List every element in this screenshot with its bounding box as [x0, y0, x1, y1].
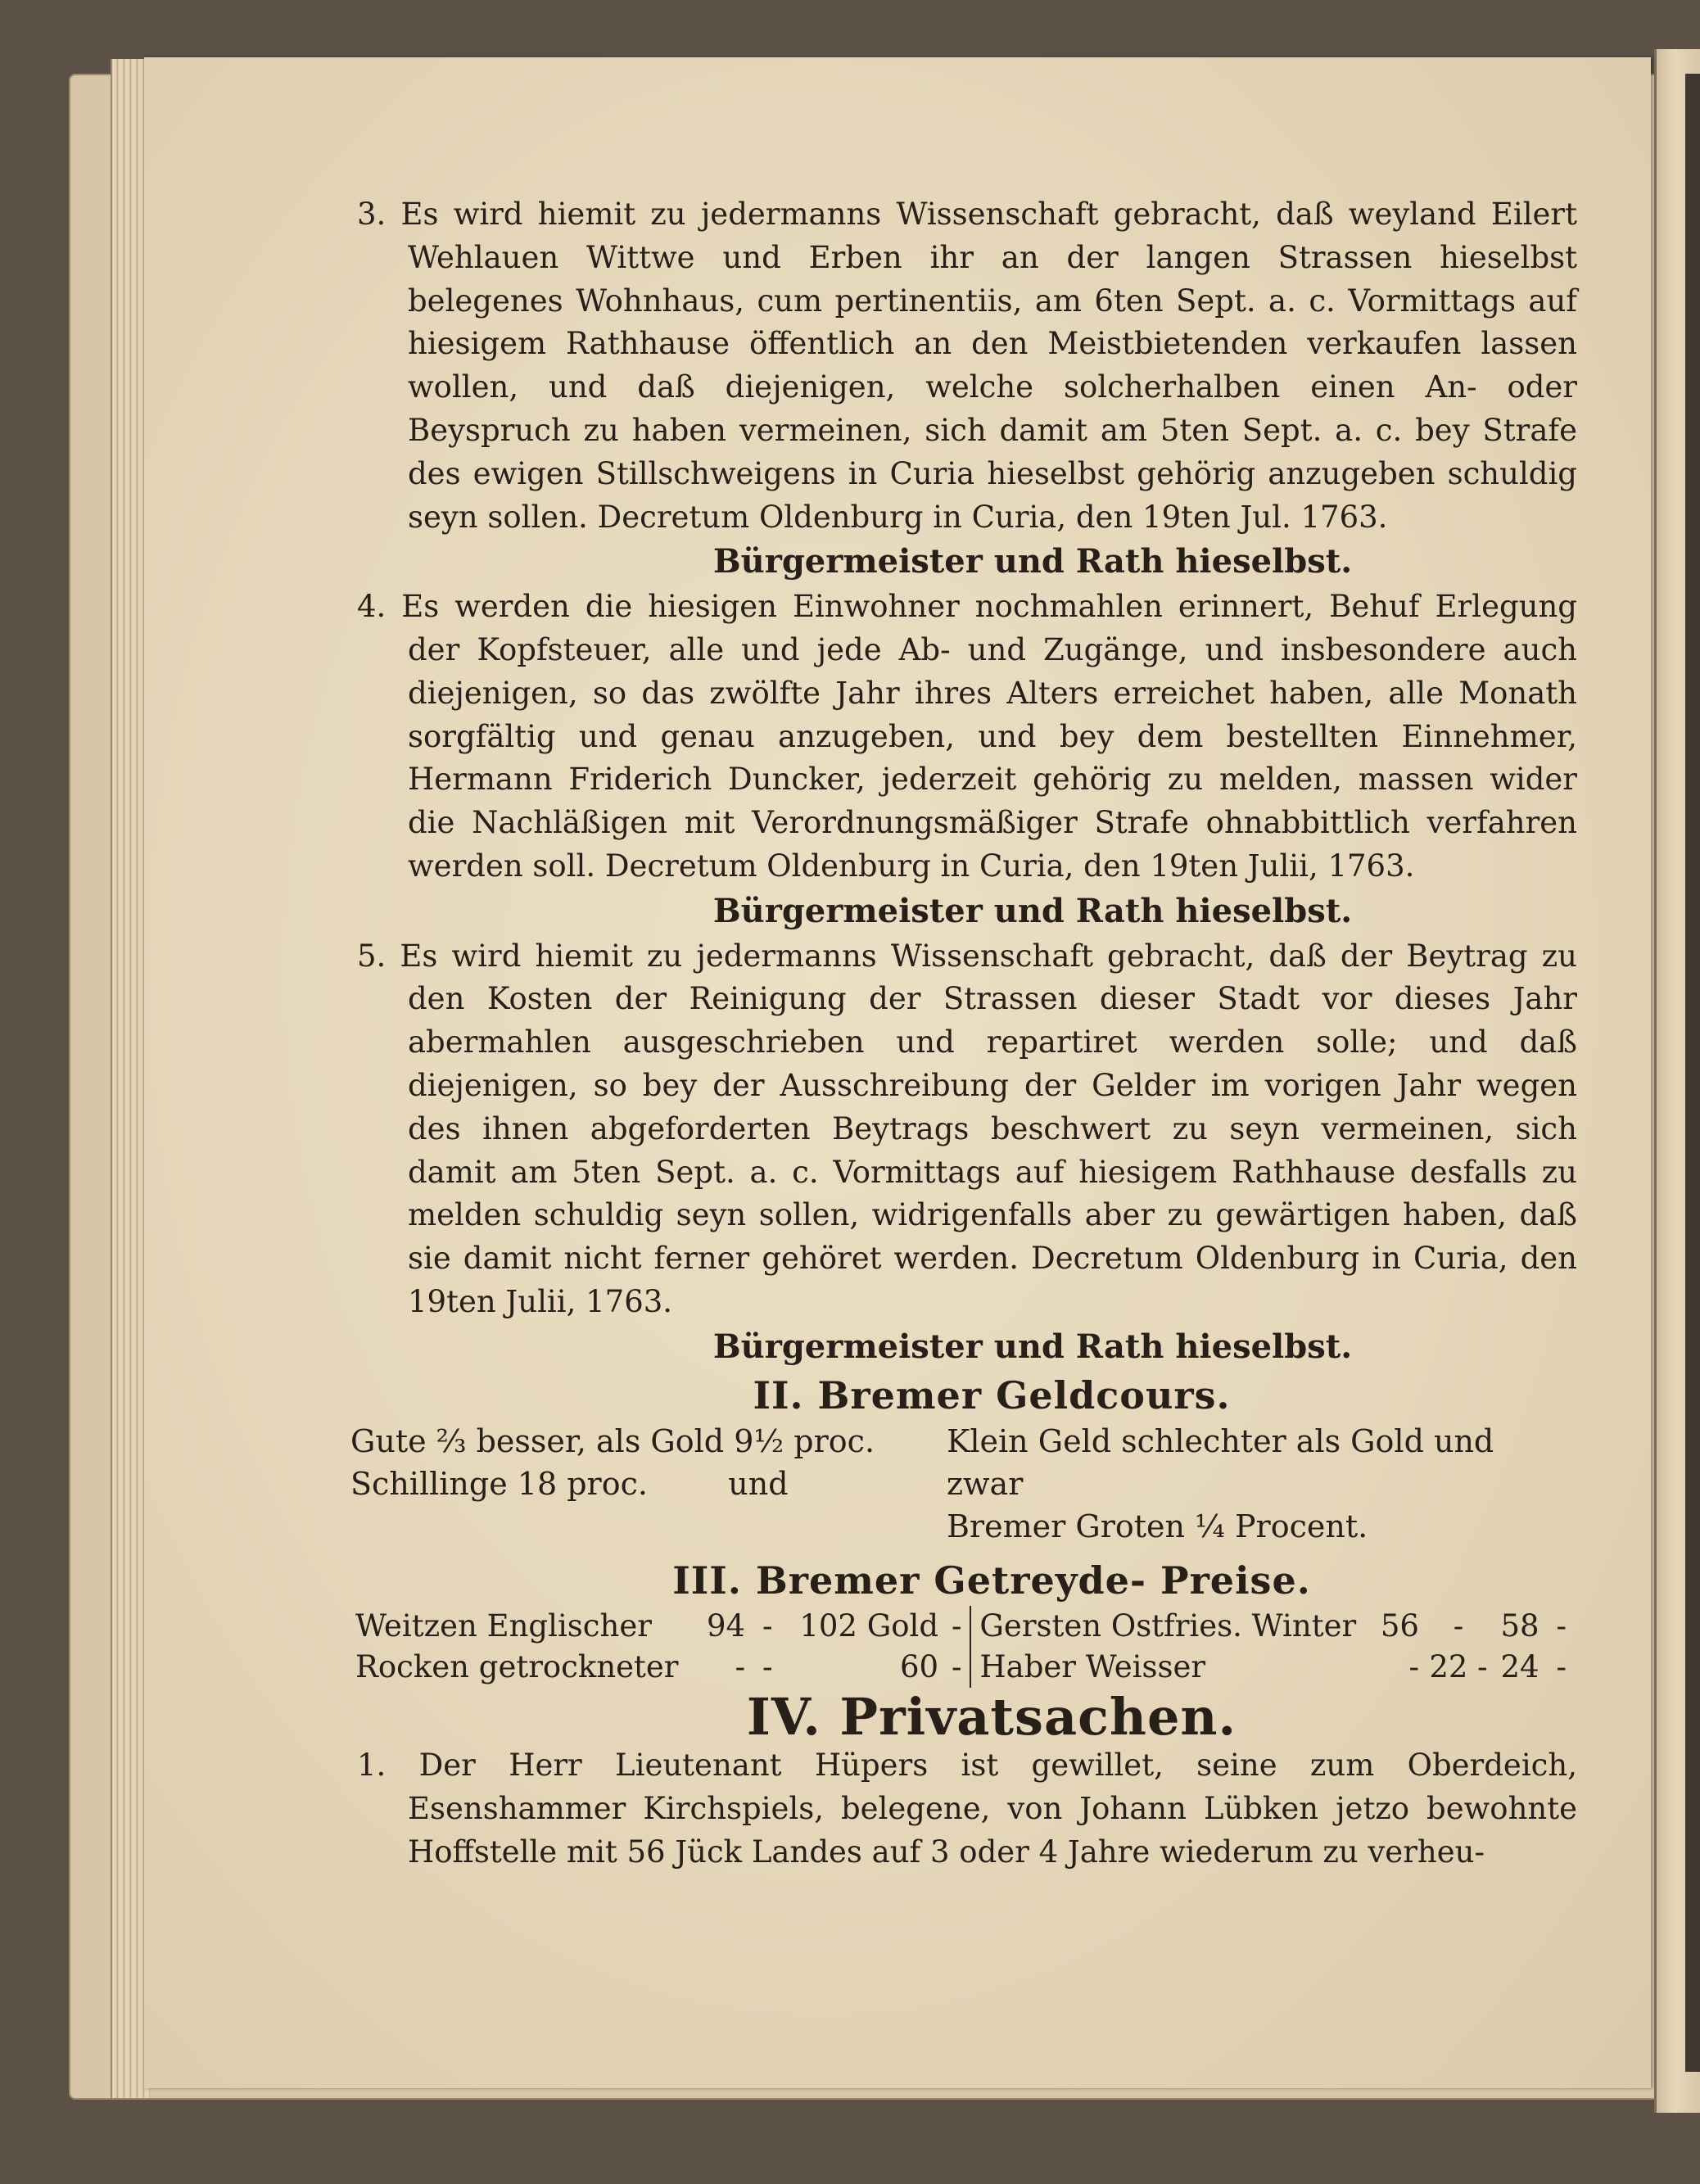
grain-dash: - — [1556, 1608, 1567, 1644]
grain-price: 24 — [1500, 1649, 1539, 1685]
page-content — [350, 193, 1577, 1874]
notice-text: Es werden die hiesigen Einwohner nochmahlen erinnert, Behuf Erlegung der Kopfsteuer, alle und jede Ab- und Zugänge, und insbesondere auch diejenigen, so das zwölfte Jahr ihres Alters erreichet haben, alle Monath sorgfältig und genau anzugeben, und bey dem bestellten Einnehmer, Hermann Friderich Duncker, jederzeit gehörig zu melden, massen wider die Nachläßigen mit Verordnungsmäßiger Strafe ohnabbittlich verfahren werden soll. Decretum Oldenburg in Curia, den 19ten Julii, 1763. — [401, 589, 1577, 884]
notice-signature: Bürgermeister und Rath hieselbst. — [712, 542, 1353, 581]
table-row — [350, 1647, 1579, 1688]
book-cover-edge — [1685, 74, 1700, 2072]
grain-dash: - — [951, 1608, 962, 1644]
grain-price: - — [1408, 1649, 1419, 1685]
notice-3 — [357, 193, 1577, 539]
grain-dash: - — [1453, 1608, 1464, 1644]
geldcours-right-line: Bremer Groten ¼ Procent. — [947, 1508, 1368, 1545]
notice-text: Der Herr Lieutenant Hüpers ist gewillet, seine zum Oberdeich, Esenshammer Kirchspiels, belegene, von Johann Lübken jetzo bewohnte Hoffstelle mit 56 Jück Landes auf 3 oder 4 Jahre wiederum zu verheu- — [408, 1747, 1577, 1870]
geldcours-left-line: Gute ⅔ besser, als Gold 9½ proc. — [350, 1423, 875, 1460]
section-title-privatsachen: IV. Privatsachen. — [746, 1687, 1237, 1748]
grain-name: Rocken getrockneter — [355, 1649, 679, 1685]
grain-name: Gersten Ostfries. Winter — [979, 1608, 1357, 1644]
notice-signature: Bürgermeister und Rath hieselbst. — [712, 1327, 1353, 1366]
grain-dash: - — [1556, 1649, 1567, 1685]
grain-name: Haber Weisser — [979, 1649, 1206, 1685]
table-row — [350, 1606, 1579, 1647]
notice-text: Es wird hiemit zu jedermanns Wissenschaft gebracht, daß der Beytrag zu den Kosten der Reinigung der Strassen dieser Stadt vor dieses Jahr abermahlen ausgeschrieben und repartiret werden solle; und daß diejenigen, so bey der Ausschreibung der Gelder im vorigen Jahr wegen des ihnen abgeforderten Beytrags beschwert zu seyn vermeinen, sich damit am 5ten Sept. a. c. Vormittags auf hiesigem Rathhause desfalls zu melden schuldig seyn sollen, widrigenfalls aber zu gewärtigen haben, daß sie damit nicht ferner gehöret werden. Decretum Oldenburg in Curia, den 19ten Julii, 1763. — [400, 938, 1577, 1319]
notice-number: 5. — [357, 938, 400, 974]
section-title-getreyde: III. Bremer Getreyde- Preise. — [672, 1558, 1311, 1603]
geldcours-left — [350, 1420, 940, 1548]
notice-4 — [357, 586, 1577, 889]
grain-price-table — [350, 1606, 1579, 1688]
grain-price: 58 — [1500, 1608, 1539, 1644]
grain-price: 60 — [899, 1649, 939, 1685]
section-title-geldcours: II. Bremer Geldcours. — [753, 1372, 1231, 1418]
grain-price: 56 — [1380, 1608, 1419, 1644]
grain-price: 102 Gold — [799, 1608, 939, 1644]
geldcours-left-line: Schillinge 18 proc. und — [350, 1463, 940, 1505]
geldcours-right-line: Klein Geld schlechter als Gold und zwar — [947, 1423, 1494, 1503]
notice-number: 3. — [357, 197, 401, 232]
grain-dash: - — [951, 1649, 962, 1685]
notice-number: 4. — [357, 589, 402, 625]
grain-name: Weitzen Englischer — [355, 1608, 652, 1644]
notice-signature: Bürgermeister und Rath hieselbst. — [712, 891, 1353, 930]
grain-dash: 22 - — [1429, 1649, 1488, 1685]
notice-number: 1. — [357, 1747, 419, 1783]
grain-dash: - — [762, 1608, 773, 1644]
geldcours-block — [350, 1420, 1577, 1548]
geldcours-und: und — [728, 1466, 789, 1503]
notice-text: Es wird hiemit zu jedermanns Wissenschaft gebracht, daß weyland Eilert Wehlauen Wittwe und Erben ihr an der langen Strassen hieselbst belegenes Wohnhaus, cum pertinentiis, am 6ten Sept. a. c. Vormittags auf hiesigem Rathhause öffentlich an den Meistbietenden verkaufen lassen wollen, und daß diejenigen, welche solcherhalben einen An- oder Beyspruch zu haben vermeinen, sich damit am 5ten Sept. a. c. bey Strafe des ewigen Stillschweigens in Curia hieselbst gehörig anzugeben schuldig seyn sollen. Decretum Oldenburg in Curia, den 19ten Jul. 1763. — [400, 197, 1577, 535]
grain-price: - — [735, 1649, 746, 1685]
notice-5 — [357, 935, 1577, 1324]
grain-dash: - — [762, 1649, 773, 1685]
geldcours-right — [947, 1420, 1577, 1548]
private-notice-1 — [357, 1744, 1577, 1874]
grain-price: 94 — [707, 1608, 746, 1644]
